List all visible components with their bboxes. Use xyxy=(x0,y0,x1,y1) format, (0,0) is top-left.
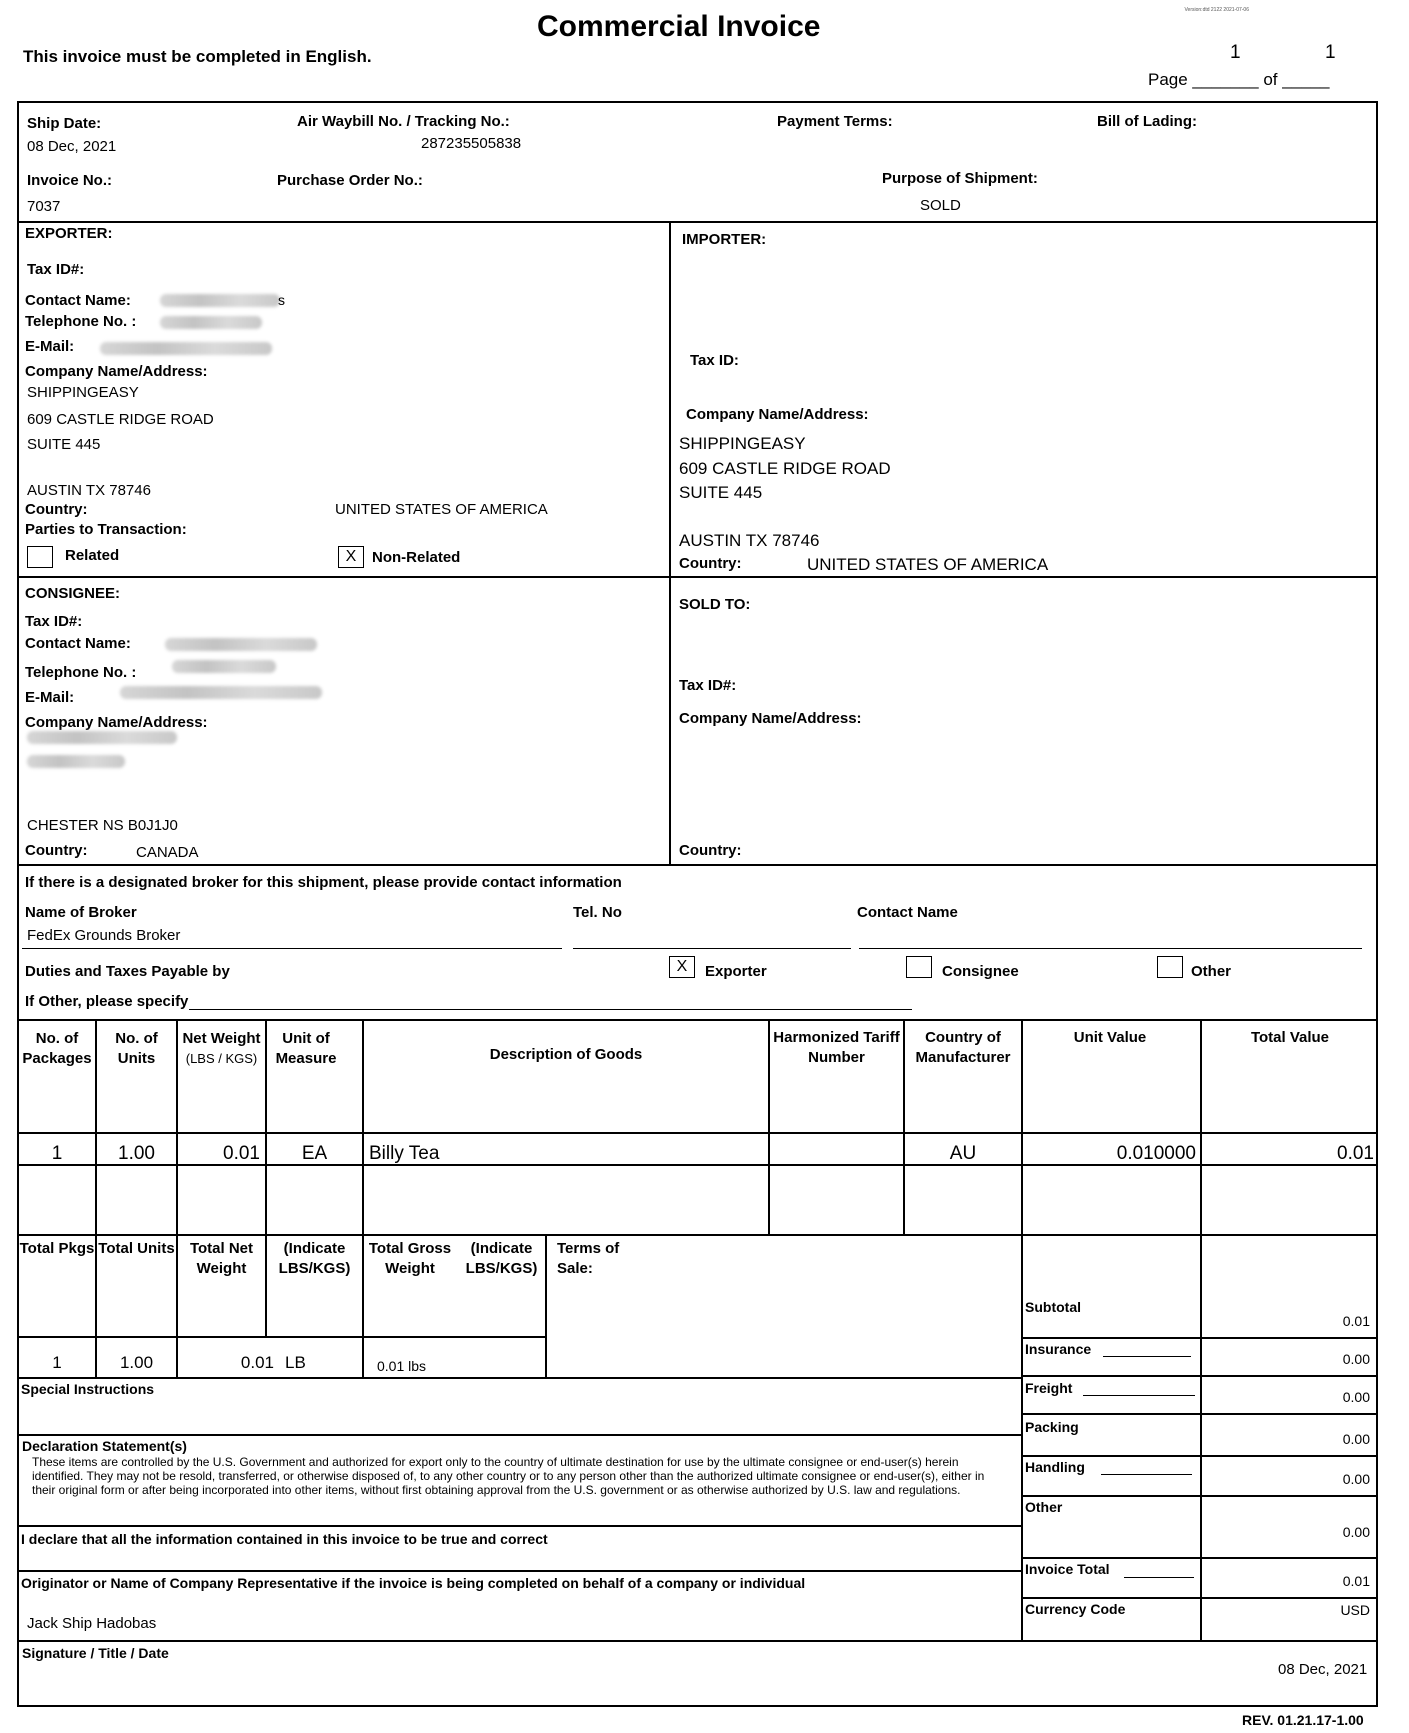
exporter-country: UNITED STATES OF AMERICA xyxy=(335,501,548,518)
total-net: 0.01 xyxy=(240,1353,274,1372)
soldto-company-label: Company Name/Address: xyxy=(679,710,862,727)
currency-label: Currency Code xyxy=(1025,1601,1126,1617)
invoice-no-value: 7037 xyxy=(27,198,61,215)
importer-tax-label: Tax ID: xyxy=(690,352,739,369)
exporter-line4: AUSTIN TX 78746 xyxy=(27,482,151,499)
exporter-line2: 609 CASTLE RIDGE ROAD xyxy=(27,411,214,428)
col-country: Country of Manufacturer xyxy=(915,1029,1011,1066)
currency-value: USD xyxy=(1340,1602,1370,1618)
terms-of-sale-label: Terms of Sale: xyxy=(557,1240,620,1277)
consignee-tax-label: Tax ID#: xyxy=(25,613,83,630)
invoice-total-label: Invoice Total xyxy=(1025,1561,1110,1577)
row-uom: EA xyxy=(301,1143,328,1164)
consignee-tel-redacted xyxy=(172,660,276,673)
consignee-contact-label: Contact Name: xyxy=(25,635,131,652)
other-charges-label: Other xyxy=(1025,1499,1063,1515)
exporter-line1: SHIPPINGEASY xyxy=(27,384,139,401)
soldto-tax-label: Tax ID#: xyxy=(679,677,737,694)
exporter-email-redacted xyxy=(100,342,272,355)
packing-value: 0.00 xyxy=(1342,1431,1370,1447)
row-unit-value: 0.010000 xyxy=(1116,1143,1196,1164)
subtotal-value: 0.01 xyxy=(1342,1313,1370,1329)
col-uom: Unit of Measure xyxy=(275,1030,337,1067)
declaration-text: These items are controlled by the U.S. Government and authorized for export only to the country of ultimate destination for use by the ultimate consignee or end-user(s) herein identified. They may not be resold, transferred, or otherwise disposed of, to any other country or to any person other than the authorized ultimate consignee or end-user(s), either in their original form or after being incorporated into other items, without first obtaining approval from the U.S. government or as otherwise authorized by U.S. law and regulations. xyxy=(32,1455,985,1497)
exporter-contact-suffix: s xyxy=(278,292,285,308)
total-gross: 0.01 lbs xyxy=(377,1358,427,1374)
row-units: 1.00 xyxy=(118,1143,155,1164)
indicate-net-unit: (Indicate LBS/KGS) xyxy=(278,1240,351,1277)
total-pkgs-label: Total Pkgs xyxy=(19,1240,95,1257)
row-total-value: 0.01 xyxy=(1337,1143,1374,1164)
broker-name-label: Name of Broker xyxy=(25,904,137,921)
col-units: No. of Units xyxy=(115,1030,158,1067)
exporter-contact-redacted xyxy=(160,294,280,307)
declare-statement: I declare that all the information contained in this invoice to be true and correct xyxy=(21,1531,548,1547)
broker-note: If there is a designated broker for this shipment, please provide contact information xyxy=(25,874,622,891)
signature-date: 08 Dec, 2021 xyxy=(1278,1661,1368,1678)
consignee-company-redacted xyxy=(27,731,177,744)
ship-date-label: Ship Date: xyxy=(27,115,102,132)
exporter-line3: SUITE 445 xyxy=(27,436,101,453)
duties-exporter-checkbox[interactable]: X xyxy=(669,956,695,978)
awb-value: 287235505838 xyxy=(421,135,522,152)
ship-date-value: 08 Dec, 2021 xyxy=(27,138,117,155)
parties-label: Parties to Transaction: xyxy=(25,521,187,538)
payment-terms-label: Payment Terms: xyxy=(777,113,893,130)
row-description: Billy Tea xyxy=(369,1143,440,1164)
consignee-city: CHESTER NS B0J1J0 xyxy=(27,817,178,834)
col-net-weight-unit: (LBS / KGS) xyxy=(185,1051,258,1066)
originator-label: Originator or Name of Company Representative if the invoice is being completed on behalf of a company or individual xyxy=(21,1575,806,1591)
total-gross-label: Total Gross Weight xyxy=(368,1240,452,1277)
consignee-country-label: Country: xyxy=(25,842,88,859)
consignee-email-redacted xyxy=(120,686,322,699)
other-charges-value: 0.00 xyxy=(1342,1524,1370,1540)
page-label: Page _______ of _____ xyxy=(1148,70,1330,89)
exporter-company-label: Company Name/Address: xyxy=(25,363,208,380)
importer-line4: AUSTIN TX 78746 xyxy=(679,531,820,550)
english-note: This invoice must be completed in English. xyxy=(23,47,372,66)
importer-line1: SHIPPINGEASY xyxy=(679,434,806,453)
freight-value: 0.00 xyxy=(1342,1389,1370,1405)
special-instructions-label: Special Instructions xyxy=(21,1381,155,1397)
consignee-title: CONSIGNEE: xyxy=(25,585,121,602)
soldto-country-label: Country: xyxy=(679,842,742,859)
importer-line2: 609 CASTLE RIDGE ROAD xyxy=(679,459,891,478)
col-packages: No. of Packages xyxy=(22,1030,92,1067)
signature-label: Signature / Title / Date xyxy=(22,1645,169,1661)
consignee-tel-label: Telephone No. : xyxy=(25,664,137,681)
duties-consignee-label: Consignee xyxy=(942,963,1019,980)
consignee-address-redacted xyxy=(27,755,125,768)
row-net-weight: 0.01 xyxy=(223,1143,260,1164)
row-country: AU xyxy=(949,1143,977,1164)
importer-line3: SUITE 445 xyxy=(679,483,763,502)
total-net-unit: LB xyxy=(285,1353,306,1372)
page-title: Commercial Invoice xyxy=(537,10,821,43)
related-label: Related xyxy=(65,547,120,564)
other-specify-label: If Other, please specify xyxy=(25,993,189,1010)
packing-label: Packing xyxy=(1025,1419,1079,1435)
col-description: Description of Goods xyxy=(489,1046,643,1063)
soldto-title: SOLD TO: xyxy=(679,596,751,613)
duties-exporter-label: Exporter xyxy=(705,963,767,980)
exporter-tax-label: Tax ID#: xyxy=(27,261,85,278)
broker-name: FedEx Grounds Broker xyxy=(27,927,181,944)
broker-tel-label: Tel. No xyxy=(573,904,622,921)
exporter-country-label: Country: xyxy=(25,501,88,518)
exporter-contact-label: Contact Name: xyxy=(25,292,131,309)
handling-value: 0.00 xyxy=(1342,1471,1370,1487)
col-unit-value: Unit Value xyxy=(1073,1029,1147,1046)
total-units: 1.00 xyxy=(119,1353,154,1372)
invoice-no-label: Invoice No.: xyxy=(27,172,113,189)
duties-other-label: Other xyxy=(1191,963,1232,980)
revision: REV. 01.21.17-1.00 xyxy=(1242,1712,1364,1728)
consignee-email-label: E-Mail: xyxy=(25,689,75,706)
importer-country-label: Country: xyxy=(679,555,742,572)
total-units-label: Total Units xyxy=(98,1240,175,1257)
nonrelated-label: Non-Related xyxy=(372,549,461,566)
importer-country: UNITED STATES OF AMERICA xyxy=(807,555,1049,574)
consignee-country: CANADA xyxy=(136,844,199,861)
freight-label: Freight xyxy=(1025,1380,1073,1396)
page-total: 1 xyxy=(1325,42,1336,63)
exporter-tel-label: Telephone No. : xyxy=(25,313,137,330)
consignee-company-label: Company Name/Address: xyxy=(25,714,208,731)
purpose-value: SOLD xyxy=(920,197,961,214)
nonrelated-checkbox[interactable]: X xyxy=(338,546,364,568)
awb-label: Air Waybill No. / Tracking No.: xyxy=(297,113,510,130)
insurance-label: Insurance xyxy=(1025,1341,1092,1357)
subtotal-label: Subtotal xyxy=(1025,1299,1081,1315)
handling-label: Handling xyxy=(1025,1459,1085,1475)
total-net-label: Total Net Weight xyxy=(189,1240,254,1277)
col-total-value: Total Value xyxy=(1250,1029,1330,1046)
purpose-label: Purpose of Shipment: xyxy=(882,170,1038,187)
col-net-weight: Net Weight xyxy=(182,1030,261,1047)
importer-title: IMPORTER: xyxy=(682,231,767,248)
col-hts: Harmonized Tariff Number xyxy=(773,1029,900,1066)
indicate-gross-unit: (Indicate LBS/KGS) xyxy=(465,1240,538,1277)
broker-contact-label: Contact Name xyxy=(857,904,958,921)
duties-label: Duties and Taxes Payable by xyxy=(25,963,230,980)
bill-of-lading-label: Bill of Lading: xyxy=(1097,113,1197,130)
row-packages: 1 xyxy=(51,1143,63,1164)
declaration-label: Declaration Statement(s) xyxy=(22,1438,187,1454)
po-label: Purchase Order No.: xyxy=(277,172,423,189)
version-stamp: Version:dtd 2122 2021-07-06 xyxy=(1184,7,1249,13)
exporter-title: EXPORTER: xyxy=(25,225,113,242)
exporter-email-label: E-Mail: xyxy=(25,338,75,355)
consignee-contact-redacted xyxy=(165,638,317,651)
duties-other-checkbox[interactable] xyxy=(1157,956,1183,978)
duties-consignee-checkbox[interactable] xyxy=(906,956,932,978)
insurance-value: 0.00 xyxy=(1342,1351,1370,1367)
total-pkgs: 1 xyxy=(52,1353,62,1372)
page-number: 1 xyxy=(1230,42,1241,63)
invoice-total-value: 0.01 xyxy=(1342,1573,1370,1589)
originator-name: Jack Ship Hadobas xyxy=(27,1615,157,1632)
related-checkbox[interactable] xyxy=(27,546,53,568)
importer-company-label: Company Name/Address: xyxy=(686,406,869,423)
exporter-tel-redacted xyxy=(160,316,262,329)
